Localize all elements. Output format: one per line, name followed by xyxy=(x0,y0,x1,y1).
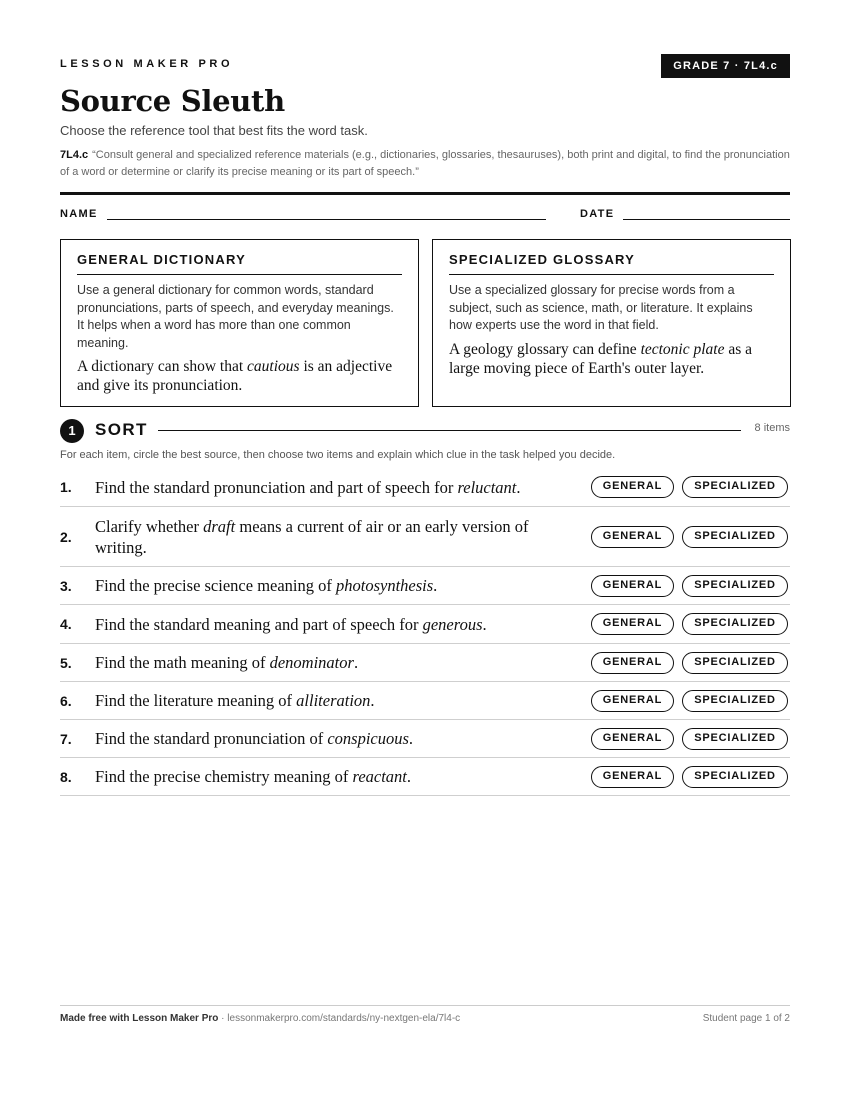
item-number: 1. xyxy=(60,479,72,495)
item-term: reluctant xyxy=(457,477,517,497)
item-text xyxy=(95,516,575,558)
item-prompt: Find the standard pronunciation and part of speech for xyxy=(95,477,458,497)
choice-general-button[interactable]: GENERAL xyxy=(591,613,674,635)
item-count: 8 items xyxy=(754,422,790,434)
item-prompt: Find the precise science meaning of xyxy=(95,576,336,595)
card-description: Use a specialized glossary for precise words from a subject, such as science, math, or literature. It explains how experts use the word in that field. xyxy=(449,283,753,332)
footer-url: lessonmakerpro.com/standards/ny-nextgen-ela/7l4-c xyxy=(227,1013,461,1024)
choice-group xyxy=(591,728,788,750)
list-item xyxy=(60,567,790,605)
grade-badge: GRADE 7 · 7L4.c xyxy=(661,54,790,78)
footer-made-by: Made free with Lesson Maker Pro xyxy=(60,1013,219,1024)
item-prompt-end: means a current of air or an early version of writing. xyxy=(95,516,529,557)
card-example xyxy=(77,357,402,395)
choice-group xyxy=(591,526,788,548)
card-example xyxy=(449,340,774,378)
item-number: 4. xyxy=(60,616,72,632)
item-term: denominator xyxy=(269,653,354,672)
item-text xyxy=(95,614,575,635)
choice-general-button[interactable]: GENERAL xyxy=(591,766,674,788)
card-general-dictionary xyxy=(60,239,419,407)
item-prompt: Find the math meaning of xyxy=(95,653,270,672)
name-label: NAME xyxy=(60,208,98,220)
item-prompt-end: . xyxy=(433,576,438,595)
item-number: 3. xyxy=(60,577,72,594)
item-text xyxy=(95,575,575,596)
choice-general-button[interactable]: GENERAL xyxy=(591,526,674,548)
item-prompt-end: . xyxy=(370,691,375,710)
item-text xyxy=(95,652,575,673)
choice-specialized-button[interactable]: SPECIALIZED xyxy=(682,766,788,788)
item-prompt: Find the standard meaning and part of speech for xyxy=(95,614,423,634)
example-term: cautious xyxy=(247,358,300,375)
choice-specialized-button[interactable]: SPECIALIZED xyxy=(682,526,788,548)
item-term: photosynthesis xyxy=(336,576,434,595)
example-text: is an adjective and give its pronunciation. xyxy=(77,358,393,394)
item-text xyxy=(95,690,575,711)
standard-text: “Consult general and specialized reference materials (e.g., dictionaries, glossaries, thesauruses), both print and digital, to find the pronunciation of a word or determine or clarify its precise meaning or its part of speech.” xyxy=(60,149,790,178)
choice-general-button[interactable]: GENERAL xyxy=(591,728,674,750)
choice-general-button[interactable]: GENERAL xyxy=(591,652,674,674)
list-item xyxy=(60,644,790,682)
example-text: as a large moving piece of Earth's outer layer. xyxy=(449,340,753,377)
item-text xyxy=(95,477,575,498)
list-item xyxy=(60,682,790,720)
card-title: SPECIALIZED GLOSSARY xyxy=(449,252,774,275)
item-term: conspicuous xyxy=(327,729,409,748)
footer-credit xyxy=(60,1013,460,1024)
item-number: 6. xyxy=(60,692,72,709)
footer-page-number: Student page 1 of 2 xyxy=(702,1013,790,1024)
choice-group xyxy=(591,766,788,788)
choice-specialized-button[interactable]: SPECIALIZED xyxy=(682,652,788,674)
choice-general-button[interactable]: GENERAL xyxy=(591,690,674,712)
choice-group xyxy=(591,476,788,498)
choice-general-button[interactable]: GENERAL xyxy=(591,575,674,597)
page-title: Source Sleuth xyxy=(60,84,285,118)
choice-group xyxy=(591,613,788,635)
name-field[interactable] xyxy=(107,219,546,220)
choice-group xyxy=(591,575,788,597)
choice-general-button[interactable]: GENERAL xyxy=(591,476,674,498)
list-item xyxy=(60,758,790,796)
section-rule xyxy=(158,430,741,431)
example-term: tectonic plate xyxy=(640,340,725,358)
choice-specialized-button[interactable]: SPECIALIZED xyxy=(682,575,788,597)
list-item xyxy=(60,720,790,758)
choice-specialized-button[interactable]: SPECIALIZED xyxy=(682,613,788,635)
item-prompt-end: . xyxy=(408,729,414,748)
standard-code: 7L4.c xyxy=(60,149,89,161)
standard-statement xyxy=(60,147,795,181)
list-item xyxy=(60,605,790,644)
item-prompt-end: . xyxy=(482,614,487,634)
example-text: A geology glossary can define xyxy=(449,340,641,358)
item-number: 2. xyxy=(60,528,72,545)
item-number: 7. xyxy=(60,730,72,747)
item-prompt: Find the literature meaning of xyxy=(95,691,297,710)
card-title: GENERAL DICTIONARY xyxy=(77,252,402,275)
choice-group xyxy=(591,690,788,712)
brand-name: LESSON MAKER PRO xyxy=(60,58,234,70)
choice-specialized-button[interactable]: SPECIALIZED xyxy=(682,728,788,750)
card-description: Use a general dictionary for common words, standard pronunciations, parts of speech, and everyday meanings. It helps when a word has more than one common meaning. xyxy=(77,283,394,350)
choice-specialized-button[interactable]: SPECIALIZED xyxy=(682,476,788,498)
item-list xyxy=(60,468,790,796)
item-term: reactant xyxy=(352,767,407,786)
item-text xyxy=(95,728,575,749)
section-instructions: For each item, circle the best source, then choose two items and explain which clue in the task helped you decide. xyxy=(60,449,616,461)
page-subtitle: Choose the reference tool that best fits the word task. xyxy=(60,123,368,138)
item-prompt: Find the precise chemistry meaning of xyxy=(95,767,353,786)
item-term: draft xyxy=(203,516,236,536)
item-prompt: Clarify whether xyxy=(95,516,204,536)
item-text xyxy=(95,766,575,787)
item-number: 8. xyxy=(60,768,72,785)
list-item xyxy=(60,468,790,507)
choice-group xyxy=(591,652,788,674)
list-item xyxy=(60,507,790,567)
footer-separator: · xyxy=(218,1013,228,1024)
section-title: SORT xyxy=(95,420,148,439)
section-number-badge: 1 xyxy=(60,419,84,443)
footer-divider xyxy=(60,1005,790,1006)
item-number: 5. xyxy=(60,654,72,671)
header-divider xyxy=(60,192,790,195)
choice-specialized-button[interactable]: SPECIALIZED xyxy=(682,690,788,712)
item-term: alliteration xyxy=(296,691,371,710)
item-prompt-end: . xyxy=(516,477,521,497)
item-prompt: Find the standard pronunciation of xyxy=(95,729,328,748)
card-specialized-glossary xyxy=(432,239,791,407)
date-label: DATE xyxy=(580,208,615,220)
item-term: generous xyxy=(422,614,483,634)
item-prompt-end: . xyxy=(406,767,412,786)
item-prompt-end: . xyxy=(353,653,359,672)
date-field[interactable] xyxy=(623,219,790,220)
example-text: A dictionary can show that xyxy=(77,358,248,375)
